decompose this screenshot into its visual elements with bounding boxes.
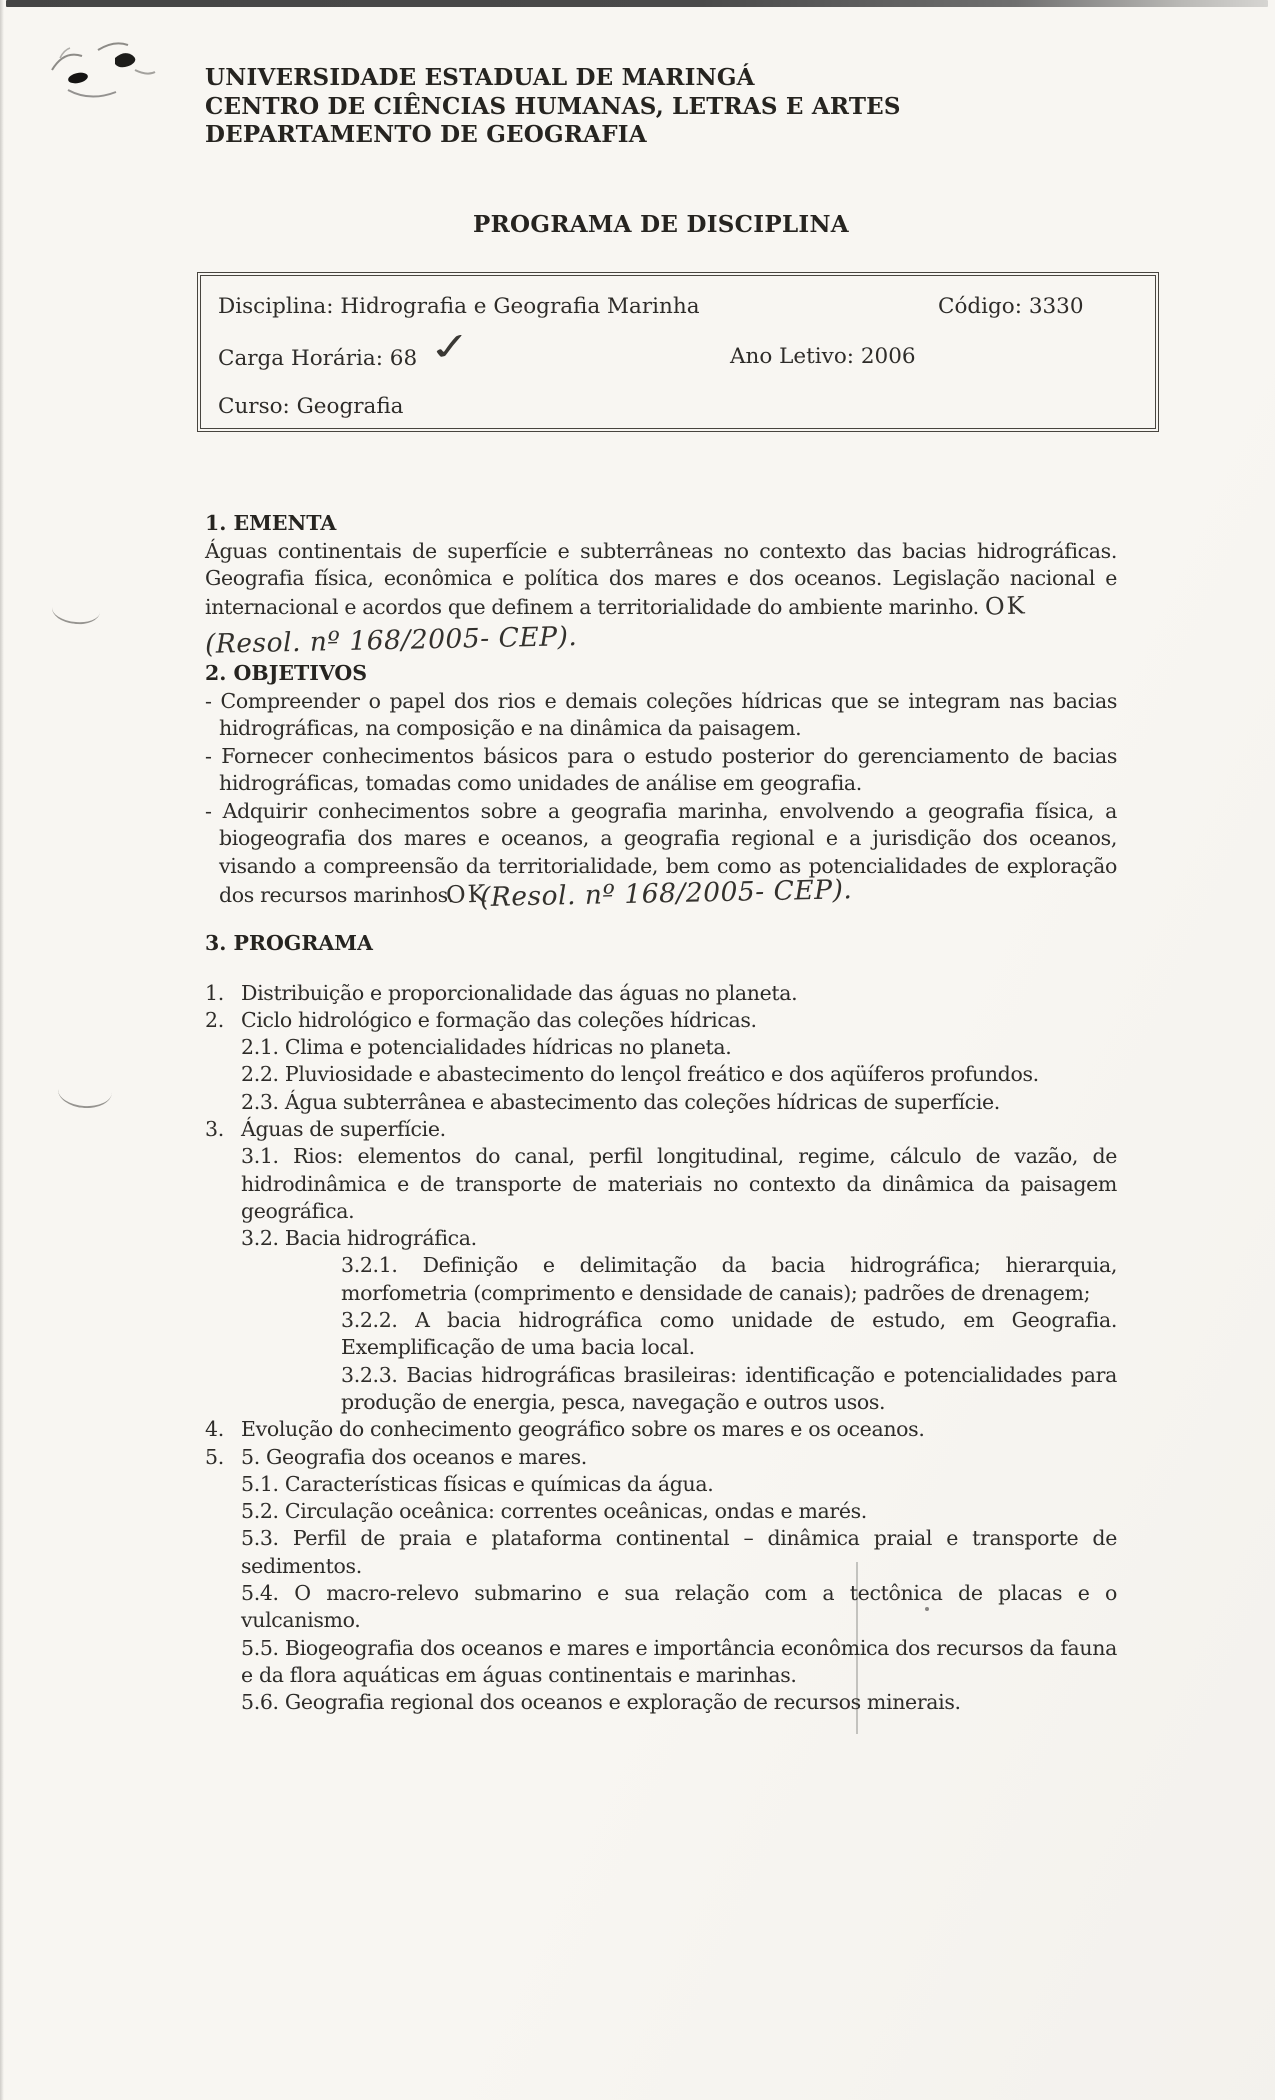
institution-header <box>205 64 1105 150</box>
programa-subitem: 5.1. Características físicas e químicas da água. <box>241 1471 714 1496</box>
programa-subitem: 3.1. Rios: elementos do canal, perfil longitudinal, regime, cálculo de vazão, de hidrodinâmica e de transporte de materiais no contexto da dinâmica da paisagem geográfica. <box>241 1144 1118 1223</box>
institution-line-university: UNIVERSIDADE ESTADUAL DE MARINGÁ <box>205 64 755 91</box>
programa-subitem: 3.2. Bacia hidrográfica. <box>241 1226 477 1251</box>
ementa-heading: 1. EMENTA <box>205 511 337 535</box>
programa-item: 3. Águas de superfície. <box>205 1116 446 1141</box>
handwritten-ok-annotation: OK <box>984 590 1027 621</box>
programa-item: 2. Ciclo hidrológico e formação das coleções hídricas. <box>205 1007 757 1032</box>
objetivo-item <box>205 798 1117 914</box>
codigo-value: Código: 3330 <box>938 294 1084 319</box>
ano-letivo-value: Ano Letivo: 2006 <box>730 344 916 369</box>
programa-item: 5. 5. Geografia dos oceanos e mares. <box>205 1444 587 1469</box>
course-info-box-inner-border <box>200 275 1156 429</box>
disciplina-value: Disciplina: Hidrografia e Geografia Marinha <box>218 294 700 319</box>
ementa-text: Águas continentais de superfície e subterrâneas no contexto das bacias hidrográficas. Geografia física, econômica e política dos mares e dos oceanos. Legislação nacional e internacional e acordos que definem a territorialidade do ambiente marinho. <box>205 538 1117 619</box>
info-row-disciplina <box>218 294 1145 319</box>
info-row-carga-horaria <box>218 323 1145 371</box>
info-row-curso <box>218 394 1145 419</box>
objetivos-heading: 2. OBJETIVOS <box>205 661 368 685</box>
scan-left-edge-shadow <box>0 0 4 2100</box>
curso-value: Curso: Geografia <box>218 394 404 419</box>
programa-subitem: 2.3. Água subterrânea e abastecimento das coleções hídricas de superfície. <box>241 1089 1000 1114</box>
scanner-edge-artifact <box>6 0 1268 7</box>
objetivo-item-text: - Adquirir conhecimentos sobre a geografia marinha, envolvendo a geografia física, a biogeografia dos mares e oceanos, a geografia regional e a jurisdição dos oceanos, visando a compreensão da territorialidade, bem como as potencialidades de exploração dos recursos marinhos. <box>205 798 1117 907</box>
margin-pen-arc-artifact <box>57 1072 113 1110</box>
margin-pen-arc-artifact <box>51 594 102 627</box>
handwritten-resolution-annotation: (Resol. nº 168/2005- CEP). <box>479 874 853 914</box>
handwritten-checkmark-icon: ✓ <box>425 323 476 371</box>
programa-subitem: 5.4. O macro-relevo submarino e sua relação com a tectônica de placas e o vulcanismo. <box>241 1581 1117 1633</box>
programa-subitem: 5.5. Biogeografia dos oceanos e mares e importância econômica dos recursos da fauna e da flora aquáticas em águas continentais e marinhas. <box>241 1635 1118 1687</box>
programa-subitem: 2.1. Clima e potencialidades hídricas no planeta. <box>241 1035 732 1060</box>
section-objetivos <box>205 660 1117 914</box>
section-ementa <box>205 510 1117 663</box>
programa-subitem: 2.2. Pluviosidade e abastecimento do lençol freático e dos aqüíferos profundos. <box>241 1062 1039 1087</box>
document-title: PROGRAMA DE DISCIPLINA <box>473 211 849 238</box>
ementa-paragraph <box>205 538 1117 622</box>
handwritten-ok-annotation: OK <box>445 879 489 909</box>
handwritten-resolution-annotation: (Resol. nº 168/2005- CEP). <box>204 621 578 660</box>
programa-heading: 3. PROGRAMA <box>205 931 373 955</box>
programa-subitem: 5.3. Perfil de praia e plataforma continental – dinâmica praial e transporte de sedimentos. <box>241 1526 1117 1578</box>
section-programa <box>205 930 1117 1717</box>
programa-item: 1. Distribuição e proporcionalidade das águas no planeta. <box>205 980 798 1005</box>
course-info-box <box>197 272 1159 432</box>
institution-line-center: CENTRO DE CIÊNCIAS HUMANAS, LETRAS E ARTES <box>205 92 901 120</box>
carga-horaria-value: Carga Horária: 68 <box>218 346 418 371</box>
programa-item: 4. Evolução do conhecimento geográfico sobre os mares e os oceanos. <box>205 1417 925 1442</box>
programa-subsubitem: 3.2.2. A bacia hidrográfica como unidade de estudo, em Geografia. Exemplificação de uma bacia local. <box>341 1308 1117 1360</box>
institution-line-department: DEPARTAMENTO DE GEOGRAFIA <box>205 121 647 148</box>
objetivo-item: - Fornecer conhecimentos básicos para o estudo posterior do gerenciamento de bacias hidrográficas, tomadas como unidades de análise em geografia. <box>205 743 1117 795</box>
ink-smudge-artifact <box>40 28 180 108</box>
programa-subitem: 5.2. Circulação oceânica: correntes oceânicas, ondas e marés. <box>241 1499 867 1524</box>
programa-list <box>205 980 1117 1717</box>
programa-subsubitem: 3.2.3. Bacias hidrográficas brasileiras: identificação e potencialidades para produção de energia, pesca, navegação e outros usos. <box>341 1362 1117 1414</box>
programa-subsubitem: 3.2.1. Definição e delimitação da bacia hidrográfica; hierarquia, morfometria (comprimento e densidade de canais); padrões de drenagem; <box>341 1253 1117 1305</box>
objetivo-item: - Compreender o papel dos rios e demais coleções hídricas que se integram nas bacias hidrográficas, na composição e na dinâmica da paisagem. <box>205 688 1117 740</box>
programa-subitem: 5.6. Geografia regional dos oceanos e exploração de recursos minerais. <box>241 1690 961 1715</box>
